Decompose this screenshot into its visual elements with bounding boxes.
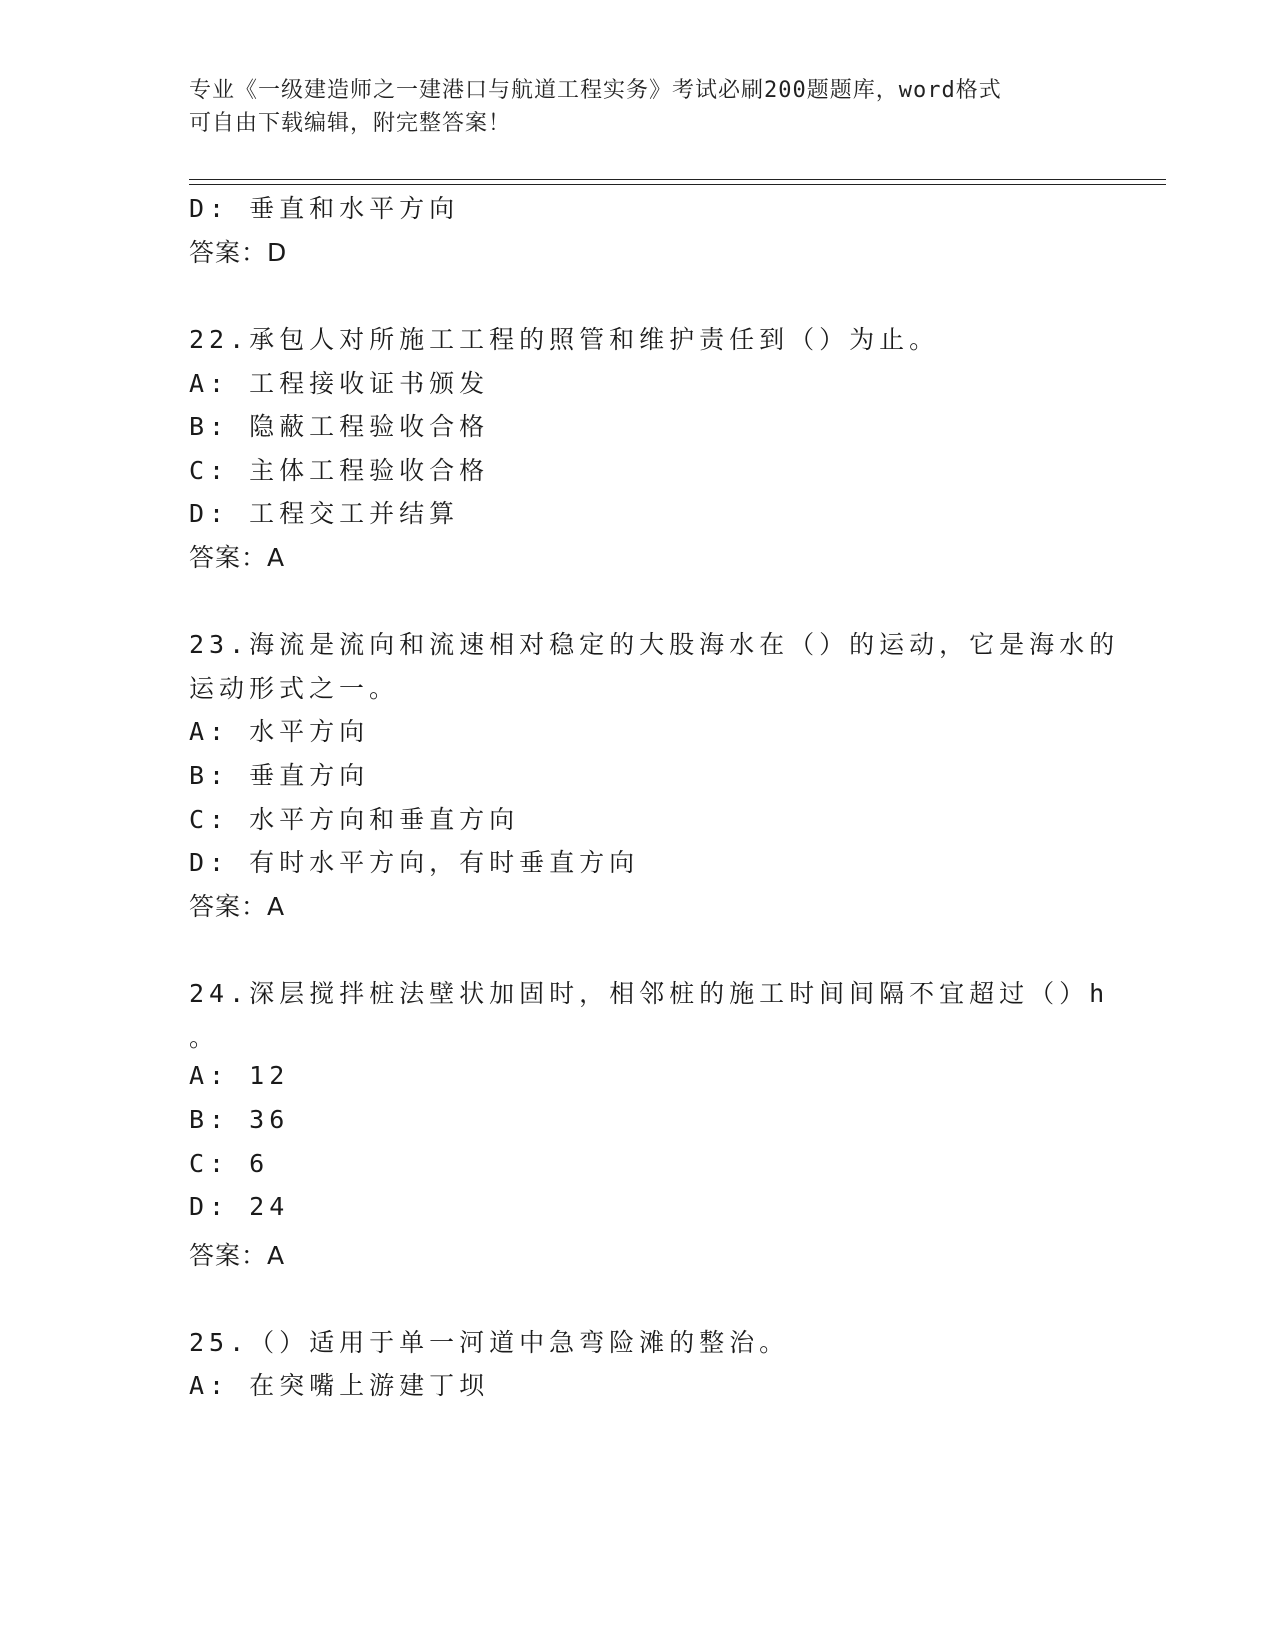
q22-option-b: B: 隐蔽工程验收合格: [189, 412, 490, 441]
header-divider-top: [189, 179, 1166, 180]
q22-option-a: A: 工程接收证书颁发: [189, 369, 490, 398]
q22-option-d: D: 工程交工并结算: [189, 499, 460, 528]
q22-answer: 答案：A: [189, 543, 286, 572]
header-line-1: 专业《一级建造师之一建港口与航道工程实务》考试必刷200题题库，word格式: [189, 78, 1002, 103]
q24-option-c: C: 6: [189, 1149, 270, 1178]
document-header: [189, 74, 1089, 140]
q23-stem-line-2: 运动形式之一。: [189, 674, 400, 703]
q25-stem: 25.（）适用于单一河道中急弯险滩的整治。: [189, 1328, 790, 1357]
q22-option-c: C: 主体工程验收合格: [189, 456, 490, 485]
q23-answer: 答案：A: [189, 892, 286, 921]
q22-stem: 22.承包人对所施工工程的照管和维护责任到（）为止。: [189, 325, 940, 354]
q24-answer: 答案：A: [189, 1241, 286, 1270]
q24-option-d: D: 24: [189, 1192, 290, 1221]
q25-option-a: A: 在突嘴上游建丁坝: [189, 1371, 490, 1400]
q24-stem-line-1: 24.深层搅拌桩法壁状加固时，相邻桩的施工时间间隔不宜超过（）h: [189, 979, 1110, 1008]
q24-stem-line-2: 。: [189, 1023, 220, 1052]
q23-option-b: B: 垂直方向: [189, 761, 370, 790]
q23-option-a: A: 水平方向: [189, 717, 370, 746]
header-line-2: 可自由下载编辑，附完整答案！: [189, 111, 512, 136]
q24-option-a: A: 12: [189, 1061, 290, 1090]
q21-option-d: D: 垂直和水平方向: [189, 194, 460, 223]
q24-option-b: B: 36: [189, 1105, 290, 1134]
header-divider-bottom: [189, 184, 1166, 185]
q23-option-c: C: 水平方向和垂直方向: [189, 805, 520, 834]
q21-answer: 答案：D: [189, 238, 288, 267]
q23-option-d: D: 有时水平方向，有时垂直方向: [189, 848, 640, 877]
q23-stem-line-1: 23.海流是流向和流速相对稳定的大股海水在（）的运动，它是海水的: [189, 630, 1120, 659]
